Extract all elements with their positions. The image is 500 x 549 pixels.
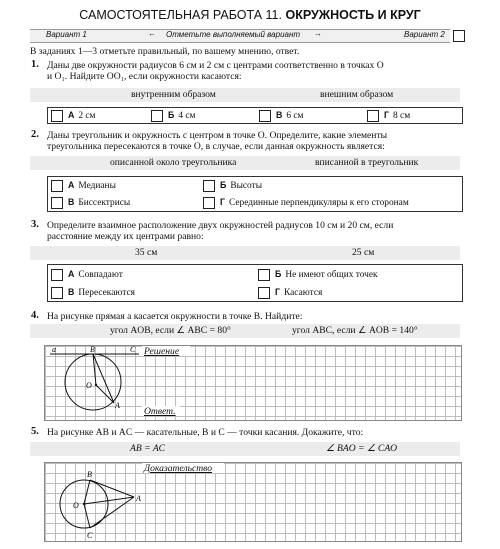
q4-chord-ba [93,354,114,403]
arrow-right-icon: → [314,29,322,38]
page-title [0,8,500,22]
q3-option-v-checkbox[interactable] [51,287,63,299]
q3-option-v: В Пересекаются [68,287,135,298]
q5-label-a: A [136,494,141,503]
q2-text-line1: Даны треугольник и окружность с центром в точке O. Определите, какие элементы [47,130,388,141]
title-prefix: САМОСТОЯТЕЛЬНАЯ РАБОТА 11. [79,8,282,22]
q1-option-a: А 2 см [68,110,96,121]
q1-column-header [30,88,460,102]
q5-tangent-ab [90,480,134,497]
q2-option-b-checkbox[interactable] [203,180,215,192]
q1-option-g: Г 8 см [384,110,411,121]
q2-option-g: Г Серединные перпендикуляры к его сторонам [220,197,409,208]
q3-col2: 25 см [352,247,375,258]
q5-segment-oa [84,497,134,504]
variant1-label: Вариант 1 [46,30,87,39]
q2-option-g-checkbox[interactable] [203,197,215,209]
q4-solution-label: Решение [144,346,180,357]
intro-text: В заданиях 1—3 отметьте правильный, по вашему мнению, ответ. [30,46,300,57]
q5-radius-ob [84,480,90,504]
q4-radius-oa [96,385,114,403]
q4-col2: угол ABC, если ∠ AOB = 140° [292,325,418,336]
q5-label-c: C [87,531,93,540]
variant-instruction: Отметьте выполняемый вариант [166,30,301,39]
q5-col1: AB = AC [130,443,166,454]
q1-option-a-checkbox[interactable] [51,110,63,122]
q2-option-v: В Биссектрисы [68,197,131,208]
q3-option-g-checkbox[interactable] [258,287,270,299]
q3-number: 3. [31,219,39,230]
q4-label-a: a [52,345,56,354]
q3-options [47,264,463,302]
q4-label-c: C [130,345,136,354]
q2-option-a-checkbox[interactable] [51,180,63,192]
q3-option-a: А Совпадают [68,269,123,280]
q3-text-line2: расстояние между их центрами равно: [47,231,204,242]
q5-column-header [30,442,460,456]
q5-label-o: O [73,501,79,510]
q4-number: 4. [31,310,39,321]
q5-tangent-ac [90,497,134,528]
q3-column-header [30,246,460,260]
q1-col1: внутренним образом [131,89,216,100]
q1-option-b: Б 4 см [168,110,196,121]
q5-proof-label: Доказательство [144,463,213,474]
q3-text-line1: Определите взаимное расположение двух окружностей радиусов 10 см и 20 см, если [47,220,394,231]
q3-col1: 35 см [135,247,158,258]
q1-text-line1: Даны две окружности радиусов 6 см и 2 см с центрами соответственно в точках O [47,60,384,71]
q4-center-point [95,384,97,386]
q3-option-b: Б Не имеют общих точек [275,269,378,280]
q2-number: 2. [31,129,39,140]
q4-answer-label: Ответ. [144,406,176,417]
q1-options [47,107,463,124]
q1-col2: внешним образом [320,89,394,100]
variant2-checkbox[interactable] [453,30,465,42]
q1-number: 1. [31,59,39,70]
q3-option-a-checkbox[interactable] [51,269,63,281]
q4-label-o: O [86,381,92,390]
q3-option-b-checkbox[interactable] [258,269,270,281]
q2-option-a: А Медианы [68,180,116,191]
variant-bar [30,29,450,43]
q1-text-line2: и O₁. Найдите OO₁, если окружности касаются: [47,71,242,82]
q4-label-pa: A [115,401,120,410]
q4-column-header [30,324,460,338]
q2-text-line2: треугольника пересекаются в точке O, в случае, если данная окружность является: [47,141,385,152]
q5-number: 5. [31,426,39,437]
arrow-left-icon: ← [148,29,156,38]
q4-col1: угол AOB, если ∠ ABC = 80° [110,325,231,336]
q2-options [47,176,463,212]
q5-center-point [83,503,85,505]
q1-option-b-checkbox[interactable] [151,110,163,122]
q1-option-v: В 6 см [276,110,304,121]
q3-option-g: Г Касаются [275,287,323,298]
q2-column-header [30,156,460,170]
q4-text: На рисунке прямая a касается окружности в точке B. Найдите: [47,311,303,322]
q2-col1: описанной около треугольника [110,157,237,168]
q2-option-b: Б Высоты [220,180,263,191]
variant2-label: Вариант 2 [404,30,445,39]
q4-label-b: B [90,345,95,354]
q4-figure [44,345,144,419]
q1-option-v-checkbox[interactable] [259,110,271,122]
title-topic: ОКРУЖНОСТЬ И КРУГ [285,8,421,22]
q5-col2: ∠ BAO = ∠ CAO [326,443,398,454]
q1-option-g-checkbox[interactable] [367,110,379,122]
q2-option-v-checkbox[interactable] [51,197,63,209]
q5-radius-oc [84,504,90,528]
q5-text: На рисунке AB и AC — касательные, B и C — точки касания. Докажите, что: [47,427,364,438]
q5-figure [44,462,144,540]
q2-col2: вписанной в треугольник [315,157,419,168]
q5-label-b: B [87,470,92,479]
